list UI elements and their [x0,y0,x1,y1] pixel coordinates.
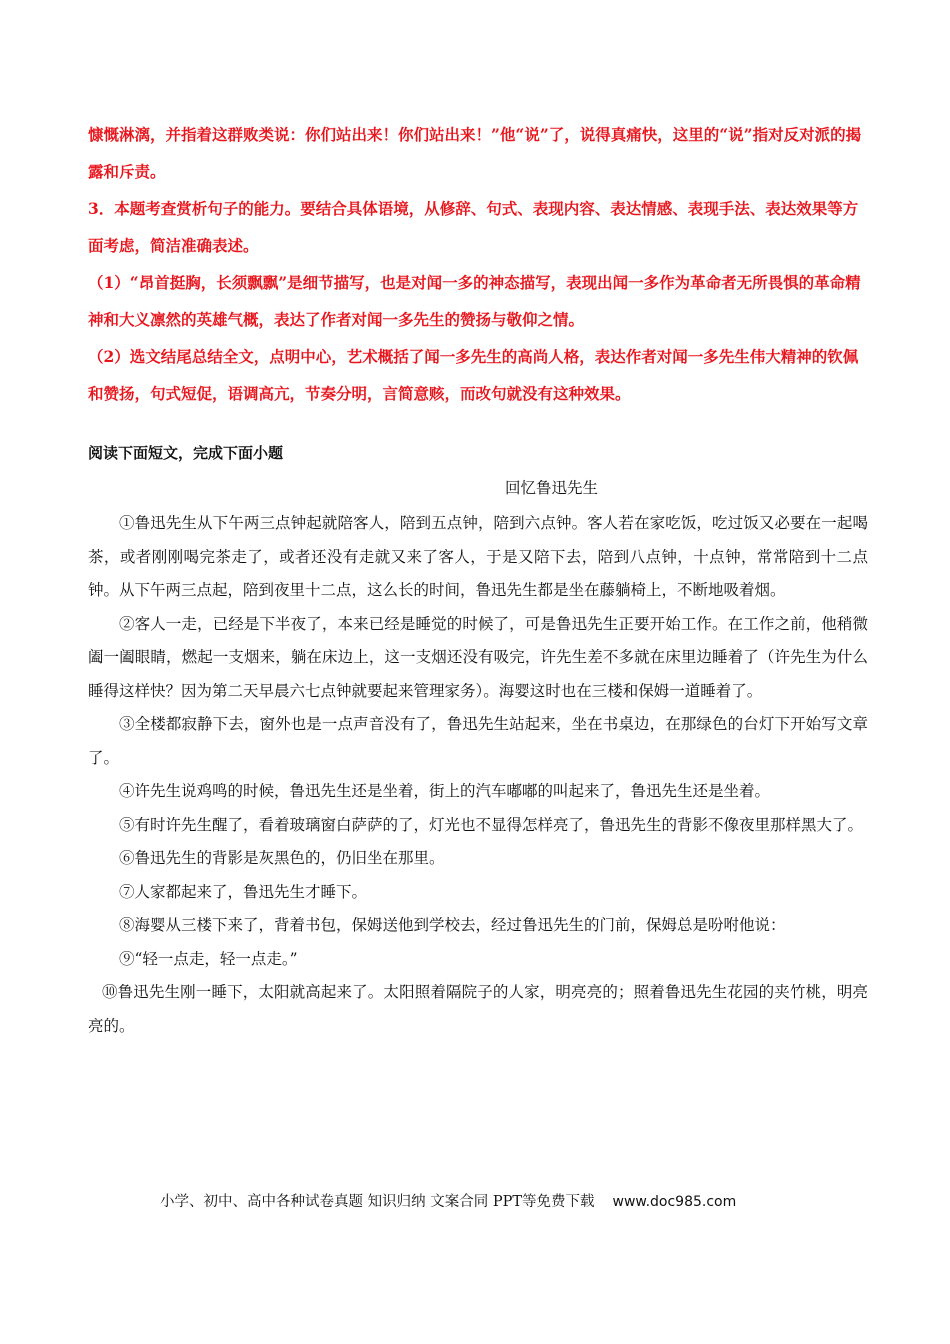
answer-line-2: 3．本题考查赏析句子的能力。要结合具体语境，从修辞、句式、表现内容、表达情感、表现手法、表达效果等方面考虑，简洁准确表述。 [88,199,859,255]
paragraph-6: ⑥鲁迅先生的背影是灰黑色的，仍旧坐在那里。 [119,849,445,867]
paragraph-7: ⑦人家都起来了，鲁迅先生才睡下。 [119,882,368,901]
paragraph-8: ⑧海婴从三楼下来了，背着书包，保姆送他到学校去，经过鲁迅先生的门前，保姆总是吩咐他说： [119,916,786,934]
paragraph-10: ⑩鲁迅先生刚一睡下，太阳就高起来了。太阳照着隔院子的人家，明亮亮的；照着鲁迅先生花园的夹竹桃，明亮亮的。 [88,983,868,1035]
paragraph-9: ⑨“轻一点走，轻一点走。” [119,949,298,968]
paragraph-2: ②客人一走，已经是下半夜了，本来已经是睡觉的时候了，可是鲁迅先生正要开始工作。在工作之前，他稍微阖一阖眼睛，燃起一支烟来，躺在床边上，这一支烟还没有吸完，许先生差不多就在床里边睡着了（许先生为什么睡得这样快？因为第二天早晨六七点钟就要起来管理家务）。海婴这时也在三楼和保姆一道睡着了。 [88,614,868,700]
answer-analysis [88,116,868,412]
paragraph-1: ①鲁迅先生从下午两三点钟起就陪客人，陪到五点钟，陪到六点钟。客人若在家吃饭，吃过饭又必要在一起喝茶，或者刚刚喝完茶走了，或者还没有走就又来了客人，于是又陪下去，陪到八点钟，十点钟，常常陪到十二点钟。从下午两三点起，陪到夜里十二点，这么长的时间，鲁迅先生都是坐在藤躺椅上，不断地吸着烟。 [88,514,868,599]
page-footer [160,1192,736,1212]
answer-line-4: （2）选文结尾总结全文，点明中心，艺术概括了闻一多先生的高尚人格，表达作者对闻一多先生伟大精神的钦佩和赞扬，句式短促，语调高亢，节奏分明，言简意赅，而改句就没有这种效果。 [88,347,859,403]
paragraph-4: ④许先生说鸡鸣的时候，鲁迅先生还是坐着，街上的汽车嘟嘟的叫起来了，鲁迅先生还是坐着。 [119,782,771,800]
footer-url[interactable]: www.doc985.com [612,1194,737,1210]
reading-heading: 阅读下面短文，完成下面小题 [88,444,284,462]
article-body [88,507,868,1043]
answer-line-3: （1）“昂首挺胸，长须飘飘”是细节描写，也是对闻一多的神态描写，表现出闻一多作为革命者无所畏惧的革命精神和大义凛然的英雄气概，表达了作者对闻一多先生的赞扬与敬仰之情。 [88,273,861,329]
paragraph-5: ⑤有时许先生醒了，看着玻璃窗白萨萨的了，灯光也不显得怎样亮了，鲁迅先生的背影不像夜里那样黑大了。 [119,815,864,834]
answer-line-1: 慷慨淋漓，并指着这群败类说：你们站出来！你们站出来！”他“说”了，说得真痛快，这里的“说”指对反对派的揭露和斥责。 [88,125,862,181]
article-title: 回忆鲁迅先生 [505,479,599,497]
footer-text: 小学、初中、高中各种试卷真题 知识归纳 文案合同 PPT等免费下载 [160,1194,595,1210]
paragraph-3: ③全楼都寂静下去，窗外也是一点声音没有了，鲁迅先生站起来，坐在书桌边，在那绿色的台灯下开始写文章了。 [88,715,868,767]
